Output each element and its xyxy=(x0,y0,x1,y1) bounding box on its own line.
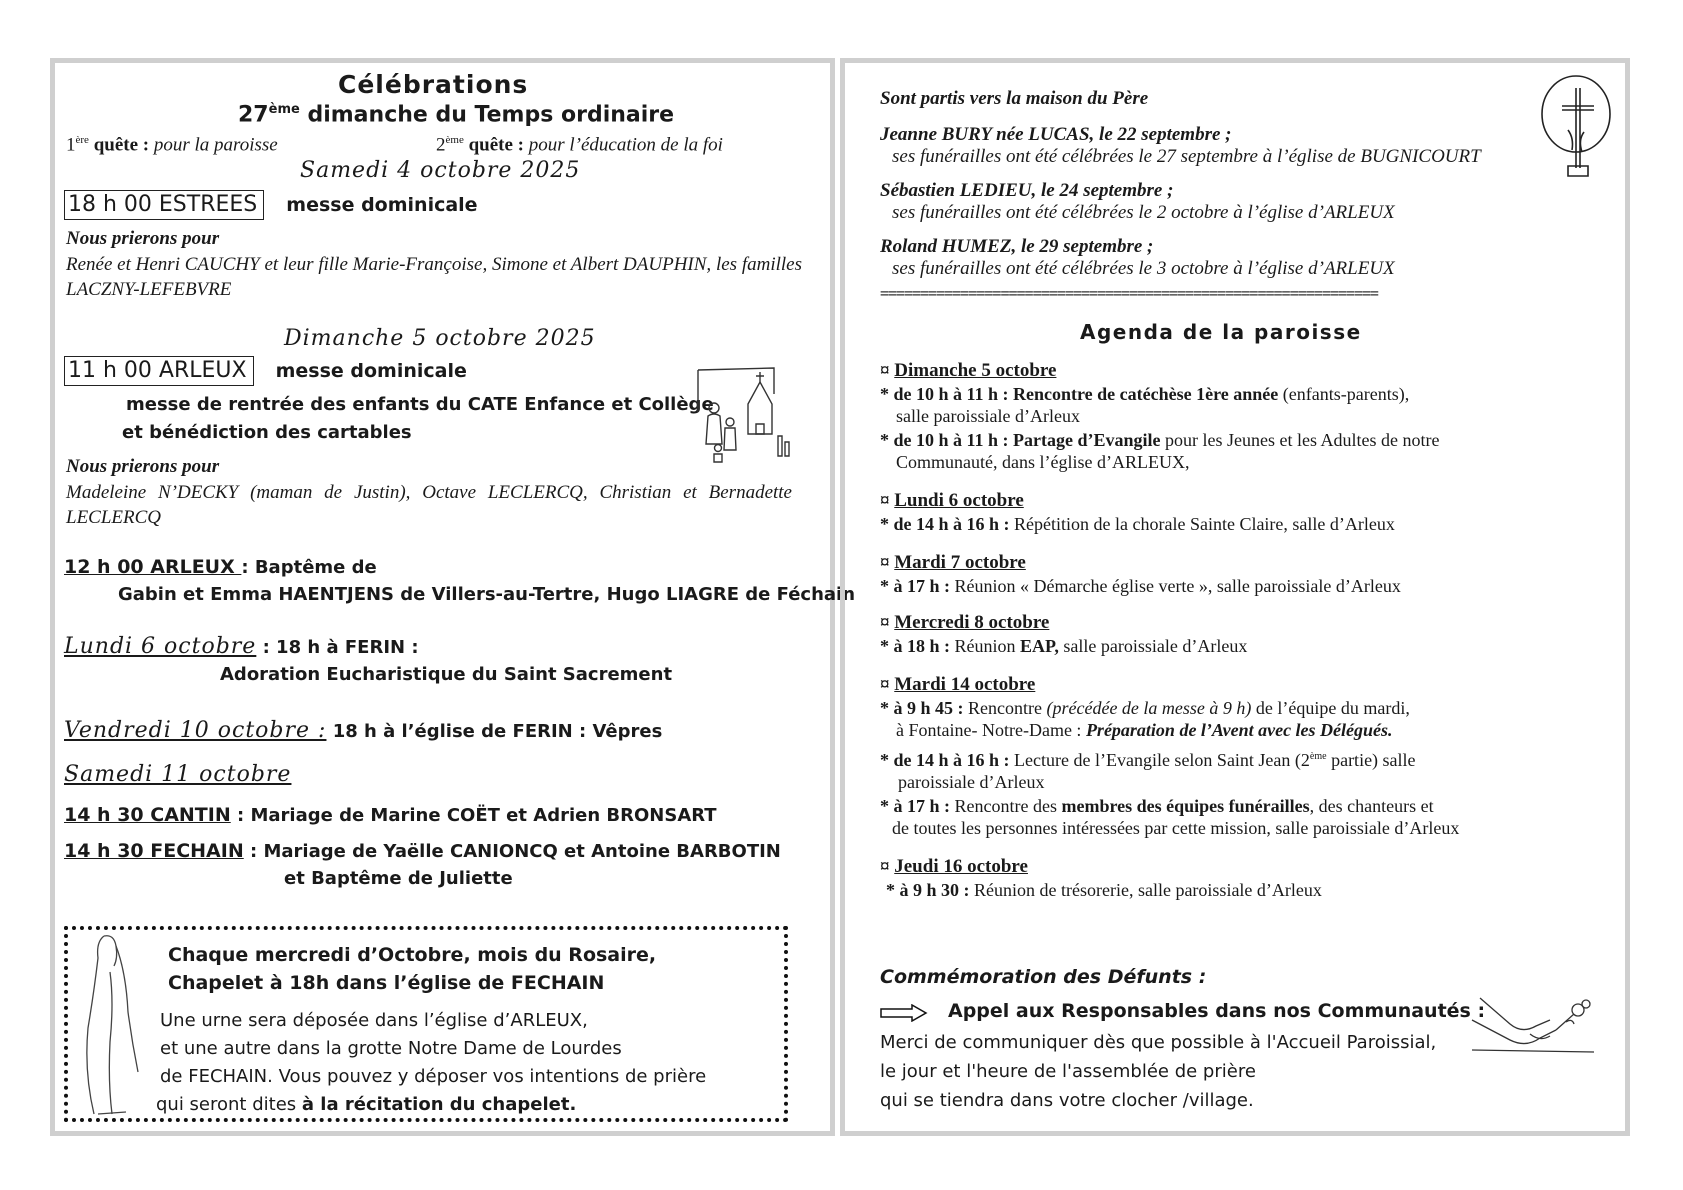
rosary-line-1: Chaque mercredi d’Octobre, mois du Rosaire, xyxy=(168,944,657,966)
sunday-mass-row xyxy=(64,358,467,383)
sunday-pray-heading: Nous prierons pour xyxy=(66,456,220,477)
agenda-entry: * à 17 h : Réunion « Démarche église verte », salle paroissiale d’Arleux xyxy=(880,576,1401,596)
arrow-right-icon xyxy=(880,1004,928,1022)
sunday-heading: Dimanche 5 octobre 2025 xyxy=(284,326,596,351)
agenda-entry: * à 9 h 45 : Rencontre (précédée de la messe à 9 h) de l’équipe du mardi, xyxy=(880,698,1410,718)
baptism-row: 12 h 00 ARLEUX : Baptême de xyxy=(64,556,377,578)
deaths-heading: Sont partis vers la maison du Père xyxy=(880,88,1149,109)
agenda-entry-cont: paroissiale d’Arleux xyxy=(898,772,1045,792)
rosary-line-3: Une urne sera déposée dans l’église d’ARLEUX, xyxy=(160,1010,588,1031)
sunday-line-1: messe de rentrée des enfants du CATE Enfance et Collège xyxy=(126,394,714,415)
hands-flower-drawing xyxy=(1470,990,1600,1060)
agenda-entry-cont: Communauté, dans l’église d’ARLEUX, xyxy=(896,452,1190,472)
death-3-name: Roland HUMEZ, le 29 septembre ; xyxy=(880,236,1154,257)
commemoration-heading: Commémoration des Défunts : xyxy=(880,966,1207,988)
sunday-line-2: et bénédiction des cartables xyxy=(122,422,412,443)
commemoration-appeal: Appel aux Responsables dans nos Communautés : xyxy=(948,1000,1486,1022)
agenda-day-tuesday: ¤ Mardi 7 octobre xyxy=(880,552,1026,573)
agenda-day-thursday: ¤ Jeudi 16 octobre xyxy=(880,856,1028,877)
fechain-row: 14 h 30 FECHAIN : Mariage de Yaëlle CANIONCQ et Antoine BARBOTIN xyxy=(64,840,781,862)
agenda-title: Agenda de la paroisse xyxy=(1080,320,1362,344)
agenda-day-wednesday: ¤ Mercredi 8 octobre xyxy=(880,612,1050,633)
sunday-mass-label: messe dominicale xyxy=(275,360,467,382)
saturday-11-heading: Samedi 11 octobre xyxy=(64,762,292,787)
cantin-row: 14 h 30 CANTIN : Mariage de Marine COËT et Adrien BRONSART xyxy=(64,804,717,826)
death-2-text: ses funérailles ont été célébrées le 2 octobre à l’église d’ARLEUX xyxy=(892,202,1395,223)
commemoration-line-1: Merci de communiquer dès que possible à l'Accueil Paroissial, xyxy=(880,1032,1437,1053)
rosary-line-5: de FECHAIN. Vous pouvez y déposer vos intentions de prière xyxy=(160,1066,707,1087)
monday-adoration: Adoration Eucharistique du Saint Sacrement xyxy=(220,664,673,685)
rosary-line-2: Chapelet à 18h dans l’église de FECHAIN xyxy=(168,972,605,994)
fechain-baptism: et Baptême de Juliette xyxy=(284,868,513,889)
agenda-entry-cont: de toutes les personnes intéressées par cette mission, salle paroissiale d’Arleux xyxy=(892,818,1460,838)
friday-row: Vendredi 10 octobre : 18 h à l’église de FERIN : Vêpres xyxy=(64,718,663,743)
agenda-day-sunday: ¤ Dimanche 5 octobre xyxy=(880,360,1057,381)
agenda-entry-cont: salle paroissiale d’Arleux xyxy=(896,406,1080,426)
monday-row: Lundi 6 octobre : 18 h à FERIN : xyxy=(64,634,419,659)
agenda-day-tuesday-14: ¤ Mardi 14 octobre xyxy=(880,674,1036,695)
saturday-heading: Samedi 4 octobre 2025 xyxy=(300,158,581,183)
agenda-entry: * de 10 h à 11 h : Partage d’Evangile pour les Jeunes et les Adultes de notre xyxy=(880,430,1440,450)
saturday-time-place: 18 h 00 ESTREES xyxy=(64,190,264,220)
rosary-line-4: et une autre dans la grotte Notre Dame de Lourdes xyxy=(160,1038,622,1059)
death-2-name: Sébastien LEDIEU, le 24 septembre ; xyxy=(880,180,1174,201)
commemoration-line-2: le jour et l'heure de l'assemblée de prière xyxy=(880,1061,1256,1082)
agenda-entry: * de 14 h à 16 h : Répétition de la chorale Sainte Claire, salle d’Arleux xyxy=(880,514,1395,534)
saturday-pray-heading: Nous prierons pour xyxy=(66,228,220,249)
rosary-line-6: qui seront dites à la récitation du chapelet. xyxy=(156,1094,577,1115)
death-1-name: Jeanne BURY née LUCAS, le 22 septembre ; xyxy=(880,124,1232,145)
sunday-pray-text: Madeleine N’DECKY (maman de Justin), Octave LECLERCQ, Christian et Bernadette LECLERCQ xyxy=(66,482,792,528)
agenda-day-monday: ¤ Lundi 6 octobre xyxy=(880,490,1024,511)
quete-2: 2ème quête : pour l’éducation de la foi xyxy=(436,134,723,156)
saturday-mass-label: messe dominicale xyxy=(286,194,478,216)
agenda-entry: * de 10 h à 11 h : Rencontre de catéchèse 1ère année (enfants-parents), xyxy=(880,384,1410,404)
quete-1: 1ère quête : pour la paroisse xyxy=(66,134,278,156)
separator-line: ============================================================== xyxy=(880,284,1378,302)
agenda-entry: * à 9 h 30 : Réunion de trésorerie, salle paroissiale d’Arleux xyxy=(886,880,1322,900)
baptism-names: Gabin et Emma HAENTJENS de Villers-au-Tertre, Hugo LIAGRE de Féchain xyxy=(118,584,856,605)
cross-icon xyxy=(1538,72,1614,180)
celebrations-title: Célébrations xyxy=(338,70,529,99)
virgin-mary-drawing xyxy=(80,932,140,1118)
saturday-pray-text: Renée et Henri CAUCHY et leur fille Marie-Françoise, Simone et Albert DAUPHIN, les familles LACZNY-LEFEBVRE xyxy=(66,254,802,300)
saturday-mass-row xyxy=(64,192,478,217)
agenda-entry: * à 18 h : Réunion EAP, salle paroissiale d’Arleux xyxy=(880,636,1248,656)
agenda-entry-cont: à Fontaine- Notre-Dame : Préparation de l’Avent avec les Délégués. xyxy=(896,720,1393,740)
commemoration-line-3: qui se tiendra dans votre clocher /village. xyxy=(880,1090,1254,1111)
sunday-subtitle: 27ème dimanche du Temps ordinaire xyxy=(238,102,675,128)
agenda-entry: * à 17 h : Rencontre des membres des équipes funérailles, des chanteurs et xyxy=(880,796,1434,816)
agenda-entry: * de 14 h à 16 h : Lecture de l’Evangile selon Saint Jean (2ème partie) salle xyxy=(880,750,1416,770)
sunday-time-place: 11 h 00 ARLEUX xyxy=(64,356,254,386)
death-1-text: ses funérailles ont été célébrées le 27 septembre à l’église de BUGNICOURT xyxy=(892,146,1481,167)
church-children-drawing xyxy=(690,364,792,464)
death-3-text: ses funérailles ont été célébrées le 3 octobre à l’église d’ARLEUX xyxy=(892,258,1395,279)
